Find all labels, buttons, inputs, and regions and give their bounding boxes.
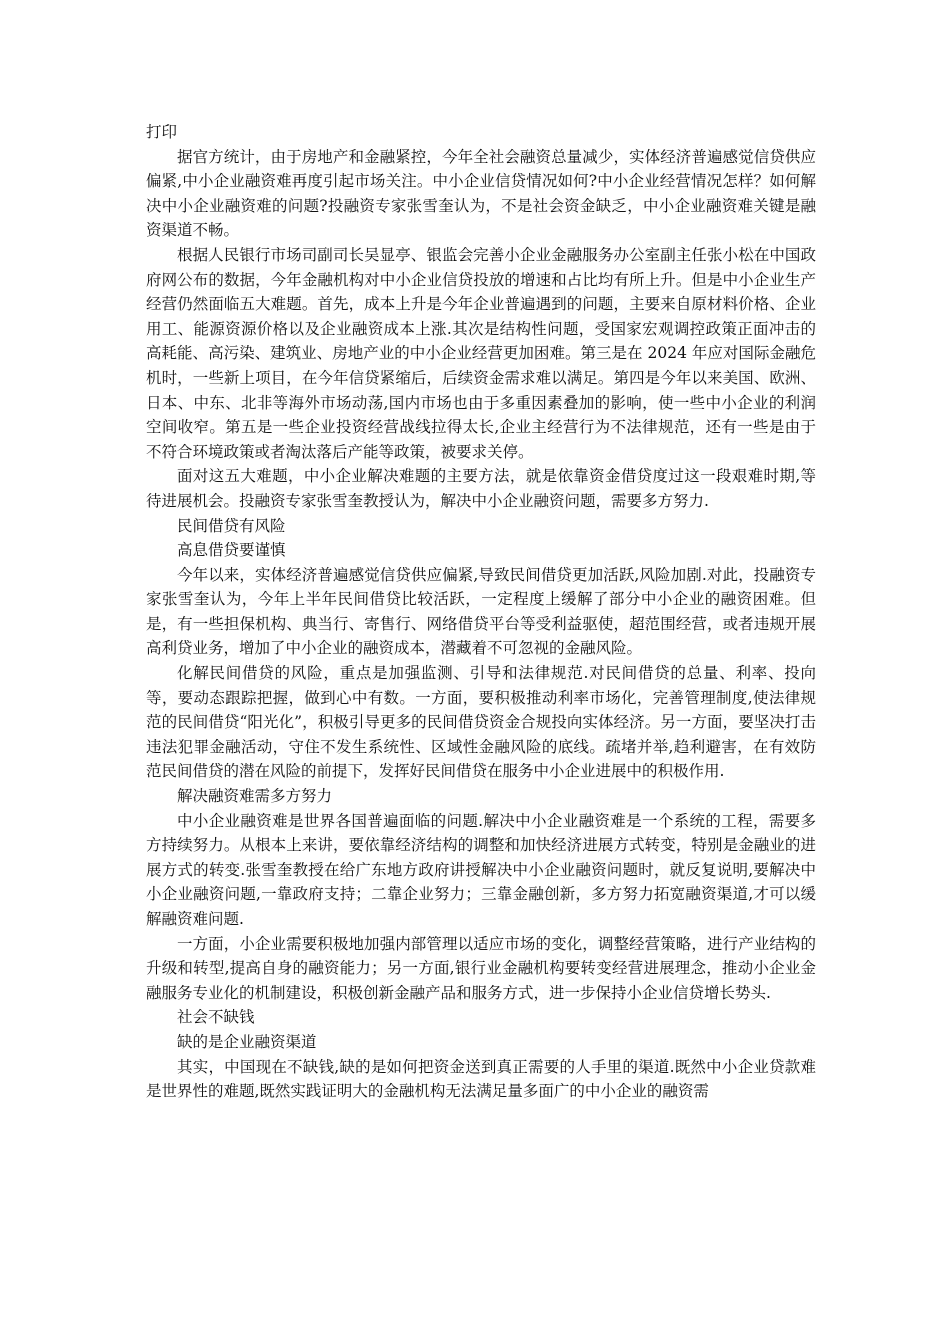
paragraph-intro: 据官方统计，由于房地产和金融紧控，今年全社会融资总量减少，实体经济普遍感觉信贷供应偏紧,中小企业融资难再度引起市场关注。中小企业信贷情况如何?中小企业经营情况怎样？如何解决中小企业融资难的问题?投融资专家张雪奎认为，不是社会资金缺乏，中小企业融资难关键是融资渠道不畅。	[146, 147, 816, 240]
paragraph-private-lending: 今年以来，实体经济普遍感觉信贷供应偏紧,导致民间借贷更加活跃,风险加剧.对此，投融资专家张雪奎认为，今年上半年民间借贷比较活跃，一定程度上缓解了部分中小企业的融资困难。但是，有一些担保机构、典当行、寄售行、网络借贷平台等受利益驱使，超范围经营，或者违规开展高利贷业务，增加了中小企业的融资成本，潜藏着不可忽视的金融风险。	[146, 565, 816, 658]
section-heading-no-shortage-of-money: 社会不缺钱	[177, 1008, 255, 1027]
paragraph-solution: 面对这五大难题，中小企业解决难题的主要方法，就是依靠资金借贷度过这一段艰难时期,等待进展机会。投融资专家张雪奎教授认为，解决中小企业融资问题，需要多方努力.	[146, 467, 816, 510]
section-heading-high-interest-caution: 高息借贷要谨慎	[177, 541, 286, 560]
section-heading-lack-of-channels: 缺的是企业融资渠道	[177, 1032, 317, 1051]
paragraph-systematic-project: 中小企业融资难是世界各国普遍面临的问题.解决中小企业融资难是一个系统的工程，需要多方持续努力。从根本上来讲，要依靠经济结构的调整和加快经济进展方式转变，特别是金融业的进展方式的转变.张雪奎教授在给广东地方政府讲授解决中小企业融资问题时，就反复说明,要解决中小企业融资问题,一靠政府支持；二靠企业努力；三靠金融创新，多方努力拓宽融资渠道,才可以缓解融资难问题.	[146, 811, 816, 928]
print-label: 打印	[146, 123, 178, 141]
paragraph-on-one-hand: 一方面，小企业需要积极地加强内部管理以适应市场的变化，调整经营策略，进行产业结构的升级和转型,提高自身的融资能力；另一方面,银行业金融机构要转变经营进展理念，推动小企业金融服务专业化的机制建设，积极创新金融产品和服务方式，进一步保持小企业信贷增长势头.	[146, 934, 816, 1002]
document-body	[146, 120, 816, 1104]
section-heading-multi-party-effort: 解决融资难需多方努力	[177, 787, 333, 806]
paragraph-in-fact: 其实，中国现在不缺钱,缺的是如何把资金送到真正需要的人手里的渠道.既然中小企业贷款难是世界性的难题,既然实践证明大的金融机构无法满足量多面广的中小企业的融资需	[146, 1057, 816, 1101]
paragraph-five-problems: 根据人民银行市场司副司长吴显亭、银监会完善小企业金融服务办公室副主任张小松在中国政府网公布的数据，今年金融机构对中小企业信贷投放的增速和占比均有所上升。但是中小企业生产经营仍然面临五大难题。首先，成本上升是今年企业普遍遇到的问题，主要来自原材料价格、企业用工、能源资源价格以及企业融资成本上涨.其次是结构性问题，受国家宏观调控政策正面冲击的高耗能、高污染、建筑业、房地产业的中小企业经营更加困难。第三是在 2024 年应对国际金融危机时，一些新上项目，在今年信贷紧缩后，后续资金需求难以满足。第四是今年以来美国、欧洲、日本、中东、北非等海外市场动荡,国内市场也由于多重因素叠加的影响，使一些中小企业的利润空间收窄。第五是一些企业投资经营战线拉得太长,企业主经营行为不法律规范，还有一些是由于不符合环境政策或者淘汰落后产能等政策，被要求关停。	[146, 245, 816, 461]
section-heading-private-lending-risk: 民间借贷有风险	[177, 516, 286, 535]
paragraph-risk-mitigation: 化解民间借贷的风险，重点是加强监测、引导和法律规范.对民间借贷的总量、利率、投向等，要动态跟踪把握，做到心中有数。一方面，要积极推动利率市场化，完善管理制度,使法律规范的民间借贷“阳光化”，积极引导更多的民间借贷资金合规投向实体经济。另一方面，要坚决打击违法犯罪金融活动，守住不发生系统性、区域性金融风险的底线。疏堵并举,趋利避害，在有效防范民间借贷的潜在风险的前提下，发挥好民间借贷在服务中小企业进展中的积极作用.	[146, 664, 816, 781]
